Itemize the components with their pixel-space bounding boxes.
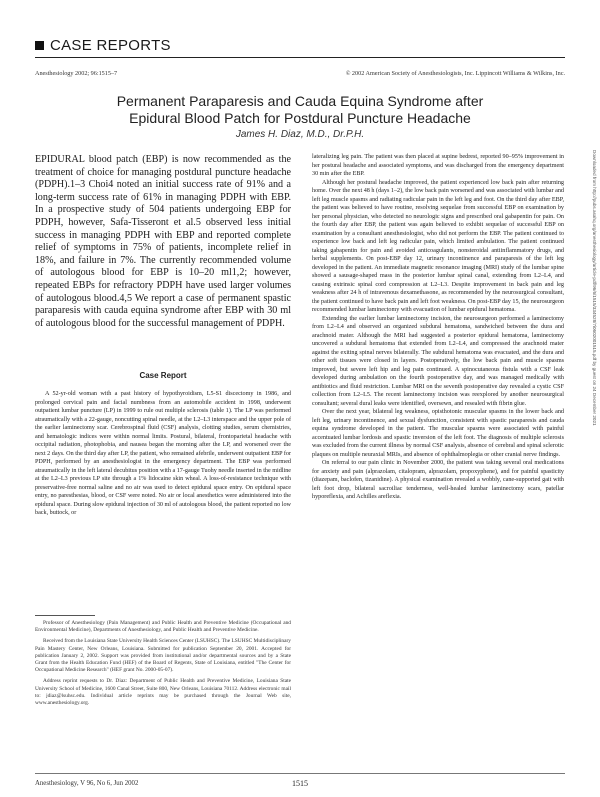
footnote-rule — [35, 615, 95, 616]
section-header — [35, 37, 171, 54]
abstract-paragraph: EPIDURAL blood patch (EBP) is now recommended as the treatment of choice for managing postdural puncture headache (PDPH).1–3 Choi4 noted an initial success rate of 91% and a long-term success rate of 61% in managing PDPH with EBP. In a prospective study of 504 patients undergoing EBP for PDPH, however, Safa-Tisseront et al.5 observed less initial success in managing PDPH with EBP and reported complete relief of symptoms in 75% of patients, incomplete relief in 18%, and failure in 7%. The currently recommended volume of autologous blood for EBP is 10–20 ml1,2; however, repeated EBPs for refractory PDPH have used larger volumes of autologous blood.4,5 We report a case of permanent spastic paraparesis with cauda equina syndrome after EBP with 30 ml of autologous blood for the successful management of PDPH. — [35, 154, 291, 329]
body-paragraph: On referral to our pain clinic in November 2000, the patient was taking several oral medications for anxiety and pain (alprazolam, citalopram, alprazolam, propoxyphene), and for painful spasticity (diazepam, baclofen, tizanidine). A physical examination revealed a wobbly, cane-supported gait with left foot drop, bilateral sacroiliac tenderness, well-healed lumbar laminectomy scars, patellar hyporeflexia, and Achilles areflexia. — [312, 460, 564, 500]
case-report-heading: Case Report — [139, 371, 187, 380]
body-paragraph: A 52-yr-old woman with a past history of hypothyroidism, L5-S1 discectomy in 1986, and prolonged cervical pain and facial numbness from an automobile accident in 1998, underwent outpatient lumbar puncture (LP) in 1999 to rule out multiple sclerosis (table 1). The LP was performed atraumatically with a 22-gauge, noncutting spinal needle, at the L2–L3 interspace and the upper pole of the earlier laminectomy scar. Cerebrospinal fluid (CSF) analysis, clotting studies, serum chemistries, and hematologic indices were within normal limits. Postural, bilateral, frontoparietal headache with occipital radiation, photophobia, and nausea began the morning after the LP, and worsened over the next 2 days. On the third day after LP, the patient, who remained afebrile, underwent outpatient EBP for PDPH, performed by an anesthesiologist in the emergency department. The EBP was performed atraumatically in the left lateral decubitus position with a 17-gauge Tuohy needle inserted in the midline at the L2–L3 previous LP site through a 1% lidocaine skin wheal. A loss-of-resistance technique with preservative-free normal saline and no air was used to detect epidural space entry. On epidural space entry, no paresthesias, blood, or CSF were noted. No air or local anesthetics were administered into the epidural space. During slow epidural injection of 30 ml of autologous blood, the patient reported no low back, buttock, or — [35, 391, 291, 516]
footnote-affiliation: Professor of Anesthesiology (Pain Management) and Public Health and Preventive Medicine (Occupational and Environmental Medicine), Departments of Anesthesiology, and Public Health and Preventive Medicine. — [35, 620, 291, 634]
body-paragraph: lateralizing leg pain. The patient was then placed at supine bedrest, reported 90–95% improvement in her postural headache and associated symptoms, and was discharged from the emergency department 30 min after the EBP. — [312, 154, 564, 177]
footnotes — [35, 620, 291, 778]
footer-rule — [35, 773, 565, 774]
body-paragraph: Although her postural headache improved, the patient experienced low back pain after returning home. Over the next 48 h (days 1–2), the low back pain worsened and was associated with lumbar and left leg muscle spasms and radiating radicular pain in the left leg and foot. On the third day after EBP, the patient was believed to have routine, resolving sequelae from successful EBP on examination by her personal physician, who detected no neurologic signs and prescribed oral gabapentin for pain. On the fourth day after EBP, the patient was again believed to exhibit sequelae of successful EBP on examination by a consultant anesthesiologist, who did not perform the EBP. The patient continued to experience low back and left leg radicular pain, which limited ambulation. The patient continued taking gabapentin for pain and avoided anticoagulants, nonsteroidal antiinflammatory drugs, and herbal supplements. On post-EBP day 12, urinary incontinence and paraparesis of the left leg developed in the patient. An immediate magnetic resonance imaging (MRI) study of the lumbar spine showed a sausage-shaped mass in the posterior lumbar spinal canal, extending from L2–L4, and causing extrinsic spinal cord compression at L2–L3. Despite improvement in back pain and leg weakness after 24 h of intravenous dexamethasone, as recommended by the neurosurgical consultant, the patient continued to have back pain and left foot weakness. On post-EBP day 15, the neurosurgeon recommended lumbar laminectomy with evacuation of lumbar epidural hematoma. — [312, 179, 564, 313]
copyright-notice: © 2002 American Society of Anesthesiologists, Inc. Lippincott Williams & Wilkins, Inc. — [345, 70, 565, 77]
title-line-2: Epidural Blood Patch for Postdural Puncture Headache — [129, 110, 471, 126]
article-title — [60, 93, 540, 127]
title-line-1: Permanent Paraparesis and Cauda Equina Syndrome after — [116, 93, 484, 109]
square-bullet-icon — [35, 41, 44, 50]
download-watermark: Downloaded from http://pubs.asahq.org/anesthesiology/article-pdf/96/6/1515/334528/7i0602001515.pdf by guest on 24 December 2021 — [592, 150, 597, 426]
footnote-reprints: Address reprint requests to Dr. Diaz: Department of Public Health and Preventive Medicine, Louisiana State University School of Medicine, 1600 Canal Street, Suite 800, New Orleans, Louisiana 70112. Address electronic mail to: jdiaz@lsuhsc.edu. Individual article reprints may be purchased through the Journal Web site, www.anesthesiology.org. — [35, 678, 291, 707]
header-rule — [35, 57, 565, 58]
case-report-left-column — [35, 390, 291, 615]
journal-citation: Anesthesiology 2002; 96:1515–7 — [35, 70, 118, 77]
footnote-received: Received from the Louisiana State University Health Sciences Center (LSUHSC). The LSUHSC Multidisciplinary Pain Mastery Center, New Orleans, Louisiana. Submitted for publication September 20, 2001. Accepted for publication January 2, 2002. Support was provided from institutional and/or departmental sources and by a State Grant from the Health Education Fund (HEF) of the Board of Regents, State of Louisiana, entitled "The Center for Occupational Medicine Research" (HEF grant No. 2000-05-07). — [35, 638, 291, 674]
article-author: James H. Diaz, M.D., Dr.P.H. — [235, 129, 365, 140]
page-number: 1515 — [292, 779, 308, 788]
section-label: CASE REPORTS — [50, 37, 171, 54]
footer-journal: Anesthesiology, V 96, No 6, Jun 2002 — [35, 780, 139, 787]
body-paragraph: Over the next year, bilateral leg weakness, opisthotonic muscular spasms in the lower back and left leg, urinary incontinence, and sexual dysfunction, consistent with spastic paraparesis and cauda equina syndrome developed in the patient. The muscular spasms were associated with painful accentuated lumbar lordosis and spastic inversion of the left foot. The diagnosis of multiple sclerosis was excluded from the current illness by normal CSF analysis, absence of cerebral and spinal sclerotic plaques on multiple neuraxial MRIs, and absence of ophthalmoplegia or other cranial nerve findings. — [312, 409, 564, 458]
body-paragraph: Extending the earlier lumbar laminectomy incision, the neurosurgeon performed a laminectomy from L2–L4 and observed an organized subdural hematoma, sandwiched between the dura and arachnoid mater. Although the MRI had suggested a posterior epidural hematoma, laminectomy uncovered a subdural hematoma that extended from L2–L4, and compressed the arachnoid mater against the exiting spinal nerves bilaterally. The subdural hematoma was evacuated, and the dura and other soft tissues were closed in layers. Postoperatively, the low back pain and muscle spasms improved, but severe left hip and leg pain continued. A spinocutaneous fistula with a CSF leak developed during ambulation on the fourth postoperative day, and was managed medically with antibiotics and fluid restriction. Lumbar MRI on the seventh postoperative day revealed a cystic CSF collection from L2–L5. The recent laminectomy incision was reexplored by another neurosurgical consultant; several dural leaks were identified, oversewn, and resealed with fibrin glue. — [312, 315, 564, 407]
case-report-right-column — [312, 153, 564, 783]
